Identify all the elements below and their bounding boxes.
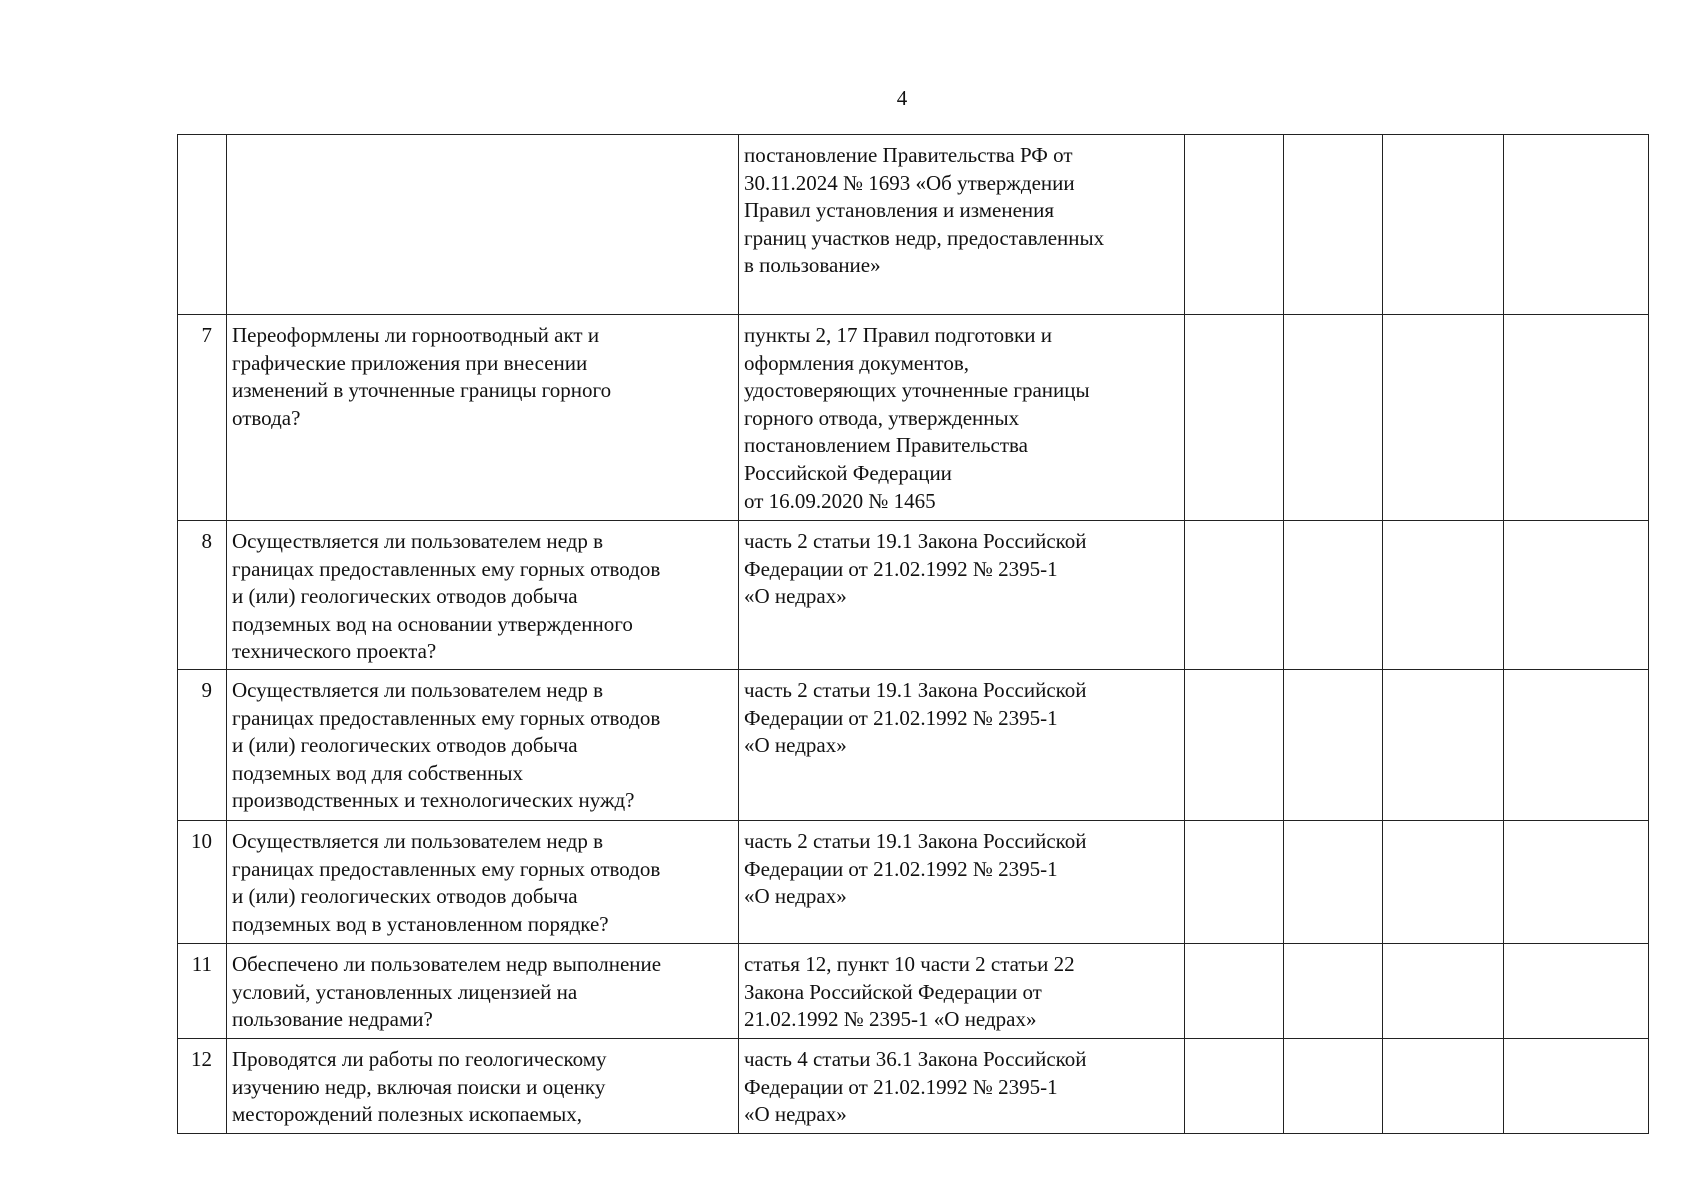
answer-cell-yes[interactable] [1185, 1039, 1284, 1134]
notes-cell[interactable] [1504, 944, 1649, 1039]
row-number: 10 [178, 821, 227, 944]
requirement-question [227, 670, 739, 821]
answer-cell-not-applicable[interactable] [1383, 670, 1504, 821]
answer-cell-not-applicable[interactable] [1383, 315, 1504, 521]
row-number: 12 [178, 1039, 227, 1134]
answer-cell-yes[interactable] [1185, 821, 1284, 944]
answer-cell-no[interactable] [1284, 135, 1383, 315]
answer-cell-yes[interactable] [1185, 670, 1284, 821]
question-text: Осуществляется ли пользователем недр в границах предоставленных ему горных отводов и (или) геологических отводов добыча подземных вод на основании утвержденного технического проекта? [232, 529, 661, 664]
row-number: 8 [178, 521, 227, 670]
notes-cell[interactable] [1504, 521, 1649, 670]
answer-cell-no[interactable] [1284, 821, 1383, 944]
answer-cell-not-applicable[interactable] [1383, 821, 1504, 944]
legal-reference [739, 821, 1185, 944]
notes-cell[interactable] [1504, 821, 1649, 944]
question-text: Осуществляется ли пользователем недр в границах предоставленных ему горных отводов и (или) геологических отводов добыча подземных вод в установленном порядке? [232, 829, 661, 936]
reference-text: часть 2 статьи 19.1 Закона Российской Федерации от 21.02.1992 № 2395-1 «О недрах» [744, 829, 1087, 909]
reference-text: пункты 2, 17 Правил подготовки и оформления документов, удостоверяющих уточненные границы горного отвода, утвержденных постановлением Правительства Российской Федерации от 16.09.2020 № 1465 [744, 323, 1090, 513]
requirement-question [227, 821, 739, 944]
requirement-question [227, 944, 739, 1039]
reference-text: часть 2 статьи 19.1 Закона Российской Федерации от 21.02.1992 № 2395-1 «О недрах» [744, 678, 1087, 758]
legal-reference [739, 944, 1185, 1039]
table-row [178, 944, 1649, 1039]
notes-cell[interactable] [1504, 670, 1649, 821]
requirement-question [227, 315, 739, 521]
page-number: 4 [896, 86, 908, 110]
table-row [178, 521, 1649, 670]
table-row [178, 135, 1649, 315]
question-text: Обеспечено ли пользователем недр выполнение условий, установленных лицензией на пользование недрами? [232, 952, 662, 1032]
notes-cell[interactable] [1504, 315, 1649, 521]
answer-cell-yes[interactable] [1185, 135, 1284, 315]
notes-cell[interactable] [1504, 1039, 1649, 1134]
notes-cell[interactable] [1504, 135, 1649, 315]
row-number: 11 [178, 944, 227, 1039]
reference-text: часть 4 статьи 36.1 Закона Российской Федерации от 21.02.1992 № 2395-1 «О недрах» [744, 1047, 1087, 1127]
legal-reference [739, 521, 1185, 670]
question-text: Переоформлены ли горноотводный акт и графические приложения при внесении изменений в уточненные границы горного отвода? [232, 323, 612, 430]
answer-cell-not-applicable[interactable] [1383, 135, 1504, 315]
answer-cell-not-applicable[interactable] [1383, 944, 1504, 1039]
row-number: 9 [178, 670, 227, 821]
requirement-question [227, 135, 739, 315]
answer-cell-no[interactable] [1284, 315, 1383, 521]
legal-reference [739, 315, 1185, 521]
reference-text: постановление Правительства РФ от 30.11.2024 № 1693 «Об утверждении Правил установления и изменения границ участков недр, предоставленных в пользование» [744, 143, 1105, 278]
answer-cell-yes[interactable] [1185, 521, 1284, 670]
table-row [178, 1039, 1649, 1134]
answer-cell-no[interactable] [1284, 944, 1383, 1039]
table-row [178, 315, 1649, 521]
reference-text: статья 12, пункт 10 части 2 статьи 22 Закона Российской Федерации от 21.02.1992 № 2395-1 «О недрах» [744, 952, 1075, 1032]
answer-cell-no[interactable] [1284, 521, 1383, 670]
row-number [178, 135, 227, 315]
answer-cell-not-applicable[interactable] [1383, 521, 1504, 670]
table-row [178, 821, 1649, 944]
row-number: 7 [178, 315, 227, 521]
question-text: Проводятся ли работы по геологическому изучению недр, включая поиски и оценку месторождений полезных ископаемых, [232, 1047, 607, 1127]
checklist-table [177, 134, 1649, 1134]
legal-reference [739, 670, 1185, 821]
answer-cell-not-applicable[interactable] [1383, 1039, 1504, 1134]
answer-cell-yes[interactable] [1185, 944, 1284, 1039]
legal-reference [739, 1039, 1185, 1134]
requirement-question [227, 1039, 739, 1134]
requirement-question [227, 521, 739, 670]
question-text: Осуществляется ли пользователем недр в границах предоставленных ему горных отводов и (или) геологических отводов добыча подземных вод для собственных производственных и технологических нужд? [232, 678, 661, 813]
legal-reference [739, 135, 1185, 315]
answer-cell-no[interactable] [1284, 670, 1383, 821]
answer-cell-no[interactable] [1284, 1039, 1383, 1134]
table-row [178, 670, 1649, 821]
answer-cell-yes[interactable] [1185, 315, 1284, 521]
reference-text: часть 2 статьи 19.1 Закона Российской Федерации от 21.02.1992 № 2395-1 «О недрах» [744, 529, 1087, 609]
